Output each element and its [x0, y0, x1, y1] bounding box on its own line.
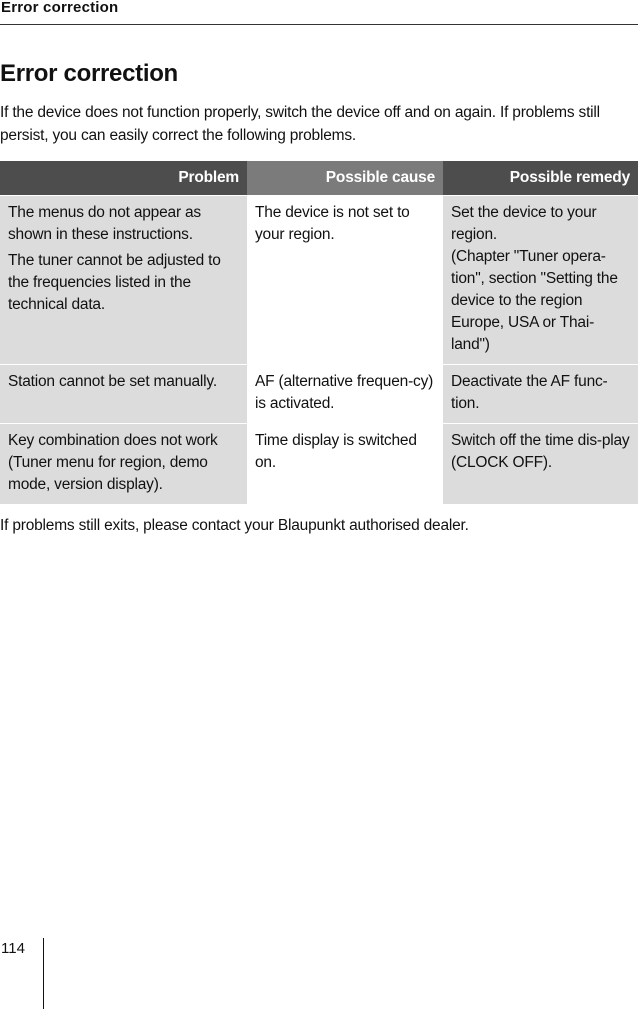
problem-text: Key combination does not work (Tuner menu for region, demo mode, version display). [8, 432, 218, 493]
cause-text: The device is not set to your region. [255, 204, 410, 243]
page-title: Error correction [0, 60, 178, 87]
table-row [0, 424, 638, 505]
table-header-row [0, 161, 638, 196]
cause-text: Time display is switched on. [255, 432, 417, 471]
table-row [0, 196, 638, 365]
problem-text: The menus do not appear as shown in these instructions. [8, 204, 201, 243]
page-number: 114 [1, 940, 25, 957]
running-header-title: Error correction [1, 0, 119, 16]
cause-cell [247, 424, 443, 505]
problem-cell [0, 196, 247, 365]
column-header-problem: Problem [0, 161, 247, 196]
troubleshooting-table [0, 161, 638, 504]
problem-text: Station cannot be set manually. [8, 373, 217, 390]
intro-paragraph: If the device does not function properly, switch the device off and on again. If problems still persist, you can easily correct the following problems. [0, 104, 600, 144]
outro-paragraph: If problems still exits, please contact your Blaupunkt authorised dealer. [0, 517, 469, 534]
problem-text: The tuner cannot be adjusted to the frequencies listed in the technical data. [8, 252, 221, 313]
cause-cell [247, 365, 443, 424]
cause-text: AF (alternative frequen-cy) is activated. [255, 373, 434, 412]
problem-cell [0, 365, 247, 424]
remedy-cell [443, 424, 638, 505]
running-header [0, 0, 638, 25]
remedy-cell [443, 196, 638, 365]
remedy-text: Deactivate the AF func-tion. [451, 373, 608, 412]
column-header-cause: Possible cause [247, 161, 443, 196]
cause-cell [247, 196, 443, 365]
table-row [0, 365, 638, 424]
remedy-cell [443, 365, 638, 424]
remedy-text: Switch off the time dis-play (CLOCK OFF). [451, 432, 630, 471]
footer-divider [43, 938, 44, 1009]
problem-cell [0, 424, 247, 505]
remedy-text: Set the device to your region. (Chapter "Tuner opera-tion", section "Setting the device to the region Europe, USA or Thai-land") [451, 204, 618, 353]
column-header-remedy: Possible remedy [443, 161, 638, 196]
